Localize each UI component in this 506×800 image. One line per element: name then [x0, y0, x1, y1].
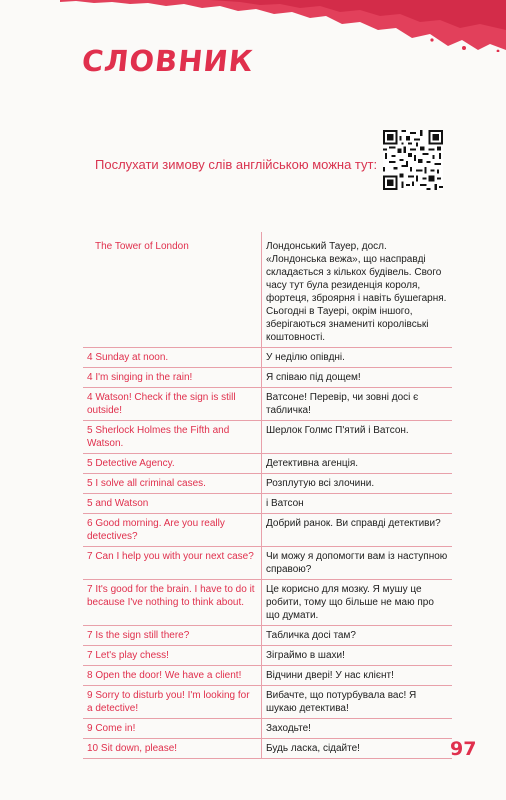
glossary-row: [83, 686, 452, 719]
english-phrase: 8 Open the door! We have a client!: [83, 666, 262, 686]
english-phrase: 5 and Watson: [83, 494, 262, 514]
glossary-row: [83, 348, 452, 368]
ukrainian-translation: Ватсоне! Перевір, чи зовні досі є табличка!: [262, 388, 453, 421]
glossary-row: [83, 368, 452, 388]
ukrainian-translation: Шерлок Голмс П'ятий і Ватсон.: [262, 421, 453, 454]
ukrainian-translation: Розплутую всі злочини.: [262, 474, 453, 494]
glossary-row: [83, 454, 452, 474]
glossary-row: [83, 626, 452, 646]
listen-prompt: Послухати зимову слів англійською можна тут:: [95, 157, 378, 172]
english-phrase: 7 It's good for the brain. I have to do it because I've nothing to think about.: [83, 580, 262, 626]
ukrainian-translation: У неділю опівдні.: [262, 348, 453, 368]
ukrainian-translation: Відчини двері! У нас клієнт!: [262, 666, 453, 686]
page-title: СЛОВНИК: [80, 44, 256, 78]
glossary-row: [83, 646, 452, 666]
glossary-row: [83, 232, 452, 348]
english-phrase: 10 Sit down, please!: [83, 739, 262, 759]
english-phrase: 7 Is the sign still there?: [83, 626, 262, 646]
glossary-row: [83, 474, 452, 494]
ukrainian-translation: Зіграймо в шахи!: [262, 646, 453, 666]
glossary-row: [83, 494, 452, 514]
english-phrase: 7 Let's play chess!: [83, 646, 262, 666]
glossary-row: [83, 719, 452, 739]
english-phrase: 7 Can I help you with your next case?: [83, 547, 262, 580]
qr-code-icon[interactable]: [383, 130, 443, 190]
ukrainian-translation: Я співаю під дощем!: [262, 368, 453, 388]
glossary-row: [83, 421, 452, 454]
ukrainian-translation: Це корисно для мозку. Я мушу це робити, тому що більше не маю про що думати.: [262, 580, 453, 626]
english-phrase: 5 Sherlock Holmes the Fifth and Watson.: [83, 421, 262, 454]
glossary-row: [83, 739, 452, 759]
english-phrase: 4 Sunday at noon.: [83, 348, 262, 368]
glossary-row: [83, 666, 452, 686]
english-phrase: 9 Sorry to disturb you! I'm looking for a detective!: [83, 686, 262, 719]
ukrainian-translation: Табличка досі там?: [262, 626, 453, 646]
english-phrase: 9 Come in!: [83, 719, 262, 739]
ukrainian-translation: Лондонський Тауер, досл. «Лондонська вежа», що насправді складається з кількох будівель. Свого часу тут була резиденція короля, фортеця, зброярня і навіть бушегарня. Сьогодні в Тауері, окрім іншого, зберігаються знамениті королівські коштовності.: [262, 232, 453, 348]
page-number: 97: [450, 738, 477, 760]
english-phrase: 4 I'm singing in the rain!: [83, 368, 262, 388]
glossary-row: [83, 547, 452, 580]
english-phrase: 6 Good morning. Are you really detectives?: [83, 514, 262, 547]
ukrainian-translation: Добрий ранок. Ви справді детективи?: [262, 514, 453, 547]
glossary-row: [83, 388, 452, 421]
english-phrase: 5 Detective Agency.: [83, 454, 262, 474]
ukrainian-translation: Вибачте, що потурбувала вас! Я шукаю детектива!: [262, 686, 453, 719]
english-phrase: The Tower of London: [83, 232, 262, 348]
glossary-row: [83, 514, 452, 547]
glossary-table: [83, 232, 452, 759]
ukrainian-translation: і Ватсон: [262, 494, 453, 514]
ukrainian-translation: Детективна агенція.: [262, 454, 453, 474]
english-phrase: 4 Watson! Check if the sign is still outside!: [83, 388, 262, 421]
ukrainian-translation: Чи можу я допомогти вам із наступною справою?: [262, 547, 453, 580]
glossary-row: [83, 580, 452, 626]
ukrainian-translation: Заходьте!: [262, 719, 453, 739]
ukrainian-translation: Будь ласка, сідайте!: [262, 739, 453, 759]
english-phrase: 5 I solve all criminal cases.: [83, 474, 262, 494]
